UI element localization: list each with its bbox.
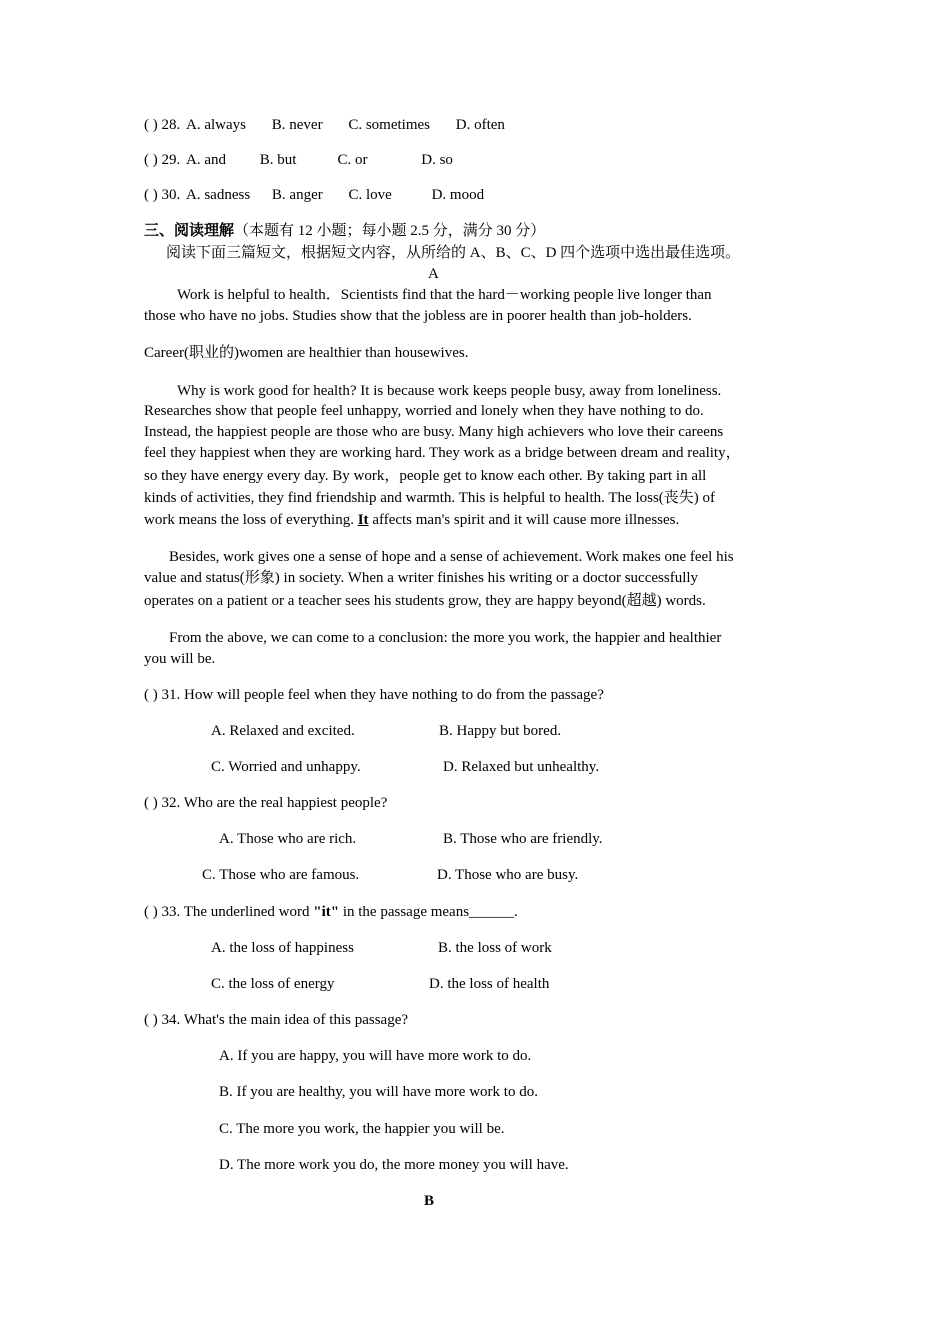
question-number: ( ) 30. [144,187,181,203]
passage-b-label: B [424,1193,435,1209]
option-b: B. never [271,117,323,133]
option-c: C. Those who are famous. [202,867,360,883]
underlined-word: It [357,512,369,528]
passage-a-text [144,510,679,530]
option-a: A. If you are happy, you will have more work to do. [219,1048,532,1064]
question-29 [144,150,453,170]
option-c: C. or [337,152,368,168]
question-number: ( ) 28. [144,117,181,133]
text-segment: ( ) 33. The underlined word [144,904,310,920]
option-d: D. so [421,152,453,168]
passage-a-text: feel they happiest when they are working hard. They work as a bridge between dream and reality， [144,445,741,461]
option-b: B. anger [271,187,323,203]
option-d: D. often [455,117,505,133]
passage-a-text: Why is work good for health? It is because work keeps people busy, away from loneliness. [177,383,722,399]
option-c: C. love [348,187,392,203]
option-c: C. sometimes [348,117,430,133]
option-c: C. the loss of energy [211,976,335,992]
option-c: C. Worried and unhappy. [211,759,361,775]
option-b: B. If you are healthy, you will have more work to do. [219,1084,538,1100]
option-a: A. and [186,152,226,168]
text-segment: affects man's spirit and it will cause more illnesses. [372,512,680,528]
section-note: （本题有 12 小题；每小题 2.5 分，满分 30 分） [234,223,546,239]
question-33-stem [144,902,518,922]
passage-a-text: Besides, work gives one a sense of hope and a sense of achievement. Work makes one feel his [169,549,734,565]
option-c: C. The more you work, the happier you will be. [219,1121,505,1137]
passage-a-text: those who have no jobs. Studies show that the jobless are in poorer health than job-holders. [144,308,692,324]
text-segment: work means the loss of everything. [144,512,354,528]
passage-a-text: value and status(形象) in society. When a writer finishes his writing or a doctor successfully [144,570,699,586]
section-instruction: 阅读下面三篇短文，根据短文内容，从所给的 A、B、C、D 四个选项中选出最佳选项。 [166,245,741,261]
section-title: 三、阅读理解 [144,223,235,239]
passage-a-label: A [428,266,439,282]
text-segment: in the passage means______. [342,904,518,920]
option-d: D. The more work you do, the more money you will have. [219,1157,569,1173]
question-number: ( ) 29. [144,152,181,168]
question-34-stem: ( ) 34. What's the main idea of this passage? [144,1012,409,1028]
option-b: B. but [259,152,297,168]
passage-a-text: Researches show that people feel unhappy, worried and lonely when they have nothing to do. [144,403,704,419]
option-d: D. Those who are busy. [437,867,579,883]
question-31-stem: ( ) 31. How will people feel when they have nothing to do from the passage? [144,687,604,703]
passage-a-text: Work is helpful to health．Scientists find that the hard－working people live longer than [177,287,712,303]
option-a: A. Those who are rich. [219,831,357,847]
option-a: A. always [186,117,246,133]
question-32-stem: ( ) 32. Who are the real happiest people? [144,795,388,811]
option-b: B. Happy but bored. [439,723,562,739]
passage-a-text: From the above, we can come to a conclusion: the more you work, the happier and healthier [169,630,722,646]
option-d: D. mood [431,187,485,203]
question-28 [144,115,505,135]
option-a: A. Relaxed and excited. [211,723,355,739]
quoted-word: "it" [313,904,340,920]
passage-a-text: operates on a patient or a teacher sees his students grow, they are happy beyond(超越) words. [144,593,706,609]
question-30 [144,185,484,205]
option-a: A. sadness [186,187,251,203]
option-a: A. the loss of happiness [211,940,354,956]
passage-a-text: Instead, the happiest people are those who are busy. Many high achievers who love their careens [144,424,724,440]
option-d: D. the loss of health [429,976,550,992]
option-b: B. Those who are friendly. [443,831,603,847]
passage-a-text: kinds of activities, they find friendship and warmth. This is helpful to health. The loss(丧失) of [144,490,716,506]
option-b: B. the loss of work [438,940,552,956]
option-d: D. Relaxed but unhealthy. [443,759,600,775]
section-heading [144,221,545,241]
passage-a-text: so they have energy every day. By work，people get to know each other. By taking part in all [144,468,707,484]
passage-a-text: Career(职业的)women are healthier than housewives. [144,345,469,361]
passage-a-text: you will be. [144,651,216,667]
